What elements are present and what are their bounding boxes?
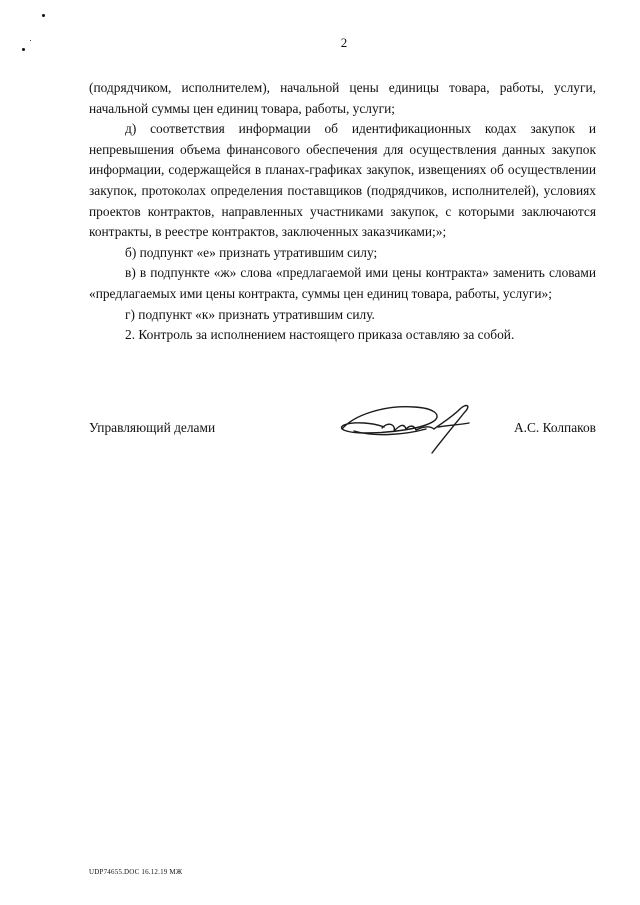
paragraph: б) подпункт «е» признать утратившим силу;: [125, 244, 378, 260]
paragraph: в) в подпункте «ж» слова «предлагаемой ими цены контракта» заменить словами «предлагаемых ими цены контракта, суммы цен единиц товара, работы, услуги»;: [89, 265, 596, 301]
scan-speck: [42, 14, 45, 17]
page-number: 2: [340, 35, 348, 50]
signatory-position: Управляющий делами: [89, 420, 216, 435]
paragraph: г) подпункт «к» признать утратившим силу.: [125, 306, 375, 322]
document-body: [89, 78, 596, 346]
paragraph: 2. Контроль за исполнением настоящего приказа оставляю за собой.: [125, 327, 515, 343]
file-code-footer: UDP74655.DOC 16.12.19 МЖ: [89, 868, 183, 876]
signature-block: [89, 395, 596, 465]
paragraph: д) соответствия информации об идентификационных кодах закупок и непревышения объема финансового обеспечения для осуществления данных закупок информации, содержащейся в планах-графиках закупок, извещениях об осуществлении закупок, протоколах определения поставщиков (подрядчиков, исполнителей), условиях проектов контрактов, направленных участниками закупок, с которыми заключаются контракты, в реестре контрактов, заключенных заказчиками;»;: [89, 121, 596, 240]
signatory-name: А.С. Колпаков: [513, 420, 596, 435]
handwritten-signature: [334, 395, 479, 460]
paragraph: (подрядчиком, исполнителем), начальной цены единицы товара, работы, услуги, начальной суммы цен единиц товара, работы, услуги;: [89, 80, 596, 116]
